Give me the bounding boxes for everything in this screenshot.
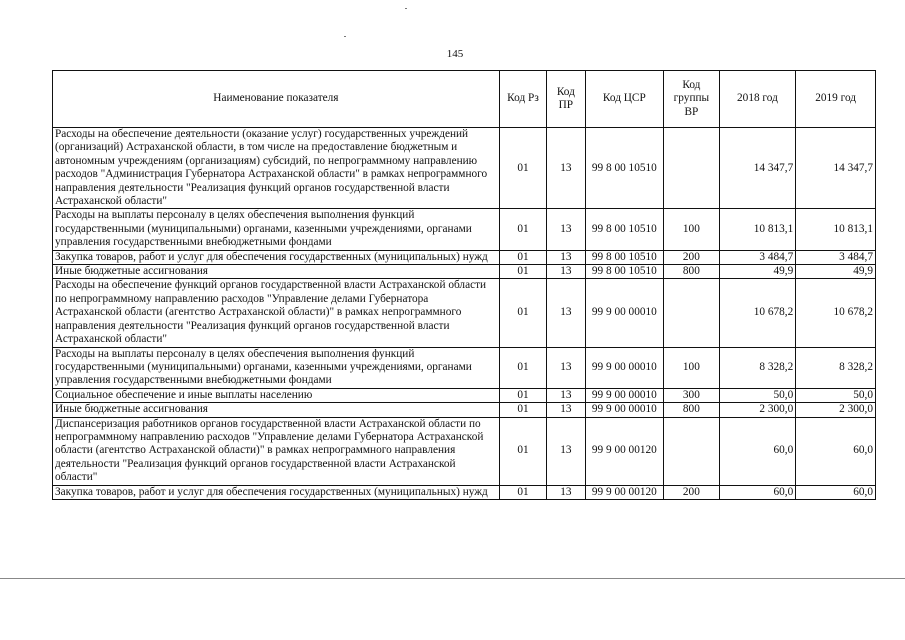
row-2019: 3 484,7 — [796, 250, 876, 264]
row-rz: 01 — [499, 250, 546, 264]
row-2019: 49,9 — [796, 265, 876, 279]
row-2018: 3 484,7 — [719, 250, 796, 264]
header-name: Наименование показателя — [53, 71, 500, 128]
row-2019: 10 813,1 — [796, 209, 876, 250]
row-name: Иные бюджетные ассигнования — [53, 403, 500, 417]
row-csr: 99 9 00 00010 — [585, 388, 664, 402]
row-name: Закупка товаров, работ и услуг для обеспечения государственных (муниципальных) нужд — [53, 250, 500, 264]
scan-speck — [405, 8, 407, 9]
row-csr: 99 8 00 10510 — [585, 265, 664, 279]
row-vr — [664, 417, 719, 485]
row-rz: 01 — [499, 417, 546, 485]
row-rz: 01 — [499, 485, 546, 499]
row-pr: 13 — [547, 250, 585, 264]
row-vr: 100 — [664, 209, 719, 250]
budget-table — [52, 70, 876, 500]
row-vr: 100 — [664, 347, 719, 388]
table-row — [53, 265, 876, 279]
header-2018: 2018 год — [719, 71, 796, 128]
row-rz: 01 — [499, 209, 546, 250]
header-2019: 2019 год — [796, 71, 876, 128]
row-pr: 13 — [547, 485, 585, 499]
row-rz: 01 — [499, 265, 546, 279]
row-2018: 14 347,7 — [719, 128, 796, 209]
table-row — [53, 485, 876, 499]
row-2018: 50,0 — [719, 388, 796, 402]
row-vr — [664, 128, 719, 209]
row-name: Расходы на обеспечение функций органов государственной власти Астраханской области по непрограммному направлению расходов "Управление делами Губернатора Астраханской области (агентство Астраханской области)" в рамках непрограммного направления деятельности "Реализация функций органов государственной власти Астраханской области" — [53, 279, 500, 347]
header-pr: Код ПР — [547, 71, 585, 128]
row-2018: 8 328,2 — [719, 347, 796, 388]
row-rz: 01 — [499, 279, 546, 347]
row-name: Расходы на выплаты персоналу в целях обеспечения выполнения функций государственными (муниципальными) органами, казенными учреждениями, органами управления государственными внебюджетными фондами — [53, 209, 500, 250]
row-2018: 49,9 — [719, 265, 796, 279]
row-2018: 60,0 — [719, 485, 796, 499]
row-pr: 13 — [547, 209, 585, 250]
row-vr — [664, 279, 719, 347]
row-name: Иные бюджетные ассигнования — [53, 265, 500, 279]
table-row — [53, 250, 876, 264]
row-2019: 10 678,2 — [796, 279, 876, 347]
row-2018: 10 678,2 — [719, 279, 796, 347]
table-row — [53, 347, 876, 388]
table-row — [53, 417, 876, 485]
row-2019: 50,0 — [796, 388, 876, 402]
table-row — [53, 388, 876, 402]
scan-fold-line — [0, 578, 905, 579]
row-rz: 01 — [499, 403, 546, 417]
row-rz: 01 — [499, 128, 546, 209]
row-2019: 60,0 — [796, 417, 876, 485]
row-csr: 99 9 00 00010 — [585, 403, 664, 417]
table-row — [53, 209, 876, 250]
header-vr: Код группы ВР — [664, 71, 719, 128]
row-name: Социальное обеспечение и иные выплаты населению — [53, 388, 500, 402]
row-vr: 800 — [664, 403, 719, 417]
row-pr: 13 — [547, 347, 585, 388]
row-2018: 2 300,0 — [719, 403, 796, 417]
row-2018: 60,0 — [719, 417, 796, 485]
row-pr: 13 — [547, 128, 585, 209]
row-csr: 99 9 00 00120 — [585, 417, 664, 485]
row-pr: 13 — [547, 265, 585, 279]
row-vr: 300 — [664, 388, 719, 402]
page-number: 145 — [446, 48, 464, 60]
header-csr: Код ЦСР — [585, 71, 664, 128]
row-pr: 13 — [547, 279, 585, 347]
row-csr: 99 9 00 00120 — [585, 485, 664, 499]
table-header-row — [53, 71, 876, 128]
row-csr: 99 8 00 10510 — [585, 128, 664, 209]
row-name: Расходы на выплаты персоналу в целях обеспечения выполнения функций государственными (муниципальными) органами, казенными учреждениями, органами управления государственными внебюджетными фондами — [53, 347, 500, 388]
row-name: Расходы на обеспечение деятельности (оказание услуг) государственных учреждений (организаций) Астраханской области, в том числе на предоставление бюджетным и автономным учреждениям (организациям) субсидий, по непрограммному направлению расходов "Администрация Губернатора Астраханской области" в рамках непрограммного направления деятельности "Реализация функций органов государственной власти Астраханской области" — [53, 128, 500, 209]
row-name: Закупка товаров, работ и услуг для обеспечения государственных (муниципальных) нужд — [53, 485, 500, 499]
row-2019: 14 347,7 — [796, 128, 876, 209]
row-csr: 99 9 00 00010 — [585, 279, 664, 347]
row-vr: 200 — [664, 250, 719, 264]
row-name: Диспансеризация работников органов государственной власти Астраханской области по непрограммному направлению расходов "Управление делами Губернатора Астраханской области (агентство Астраханской области)" в рамках непрограммного направления деятельности "Реализация функций органов государственной власти Астраханской области" — [53, 417, 500, 485]
row-2018: 10 813,1 — [719, 209, 796, 250]
row-csr: 99 8 00 10510 — [585, 209, 664, 250]
scan-speck — [344, 36, 346, 37]
row-rz: 01 — [499, 347, 546, 388]
row-vr: 200 — [664, 485, 719, 499]
row-rz: 01 — [499, 388, 546, 402]
row-pr: 13 — [547, 388, 585, 402]
table-row — [53, 279, 876, 347]
row-pr: 13 — [547, 417, 585, 485]
row-vr: 800 — [664, 265, 719, 279]
row-csr: 99 8 00 10510 — [585, 250, 664, 264]
row-csr: 99 9 00 00010 — [585, 347, 664, 388]
row-2019: 2 300,0 — [796, 403, 876, 417]
row-2019: 60,0 — [796, 485, 876, 499]
row-pr: 13 — [547, 403, 585, 417]
table-row — [53, 128, 876, 209]
header-rz: Код Рз — [499, 71, 546, 128]
row-2019: 8 328,2 — [796, 347, 876, 388]
table-row — [53, 403, 876, 417]
